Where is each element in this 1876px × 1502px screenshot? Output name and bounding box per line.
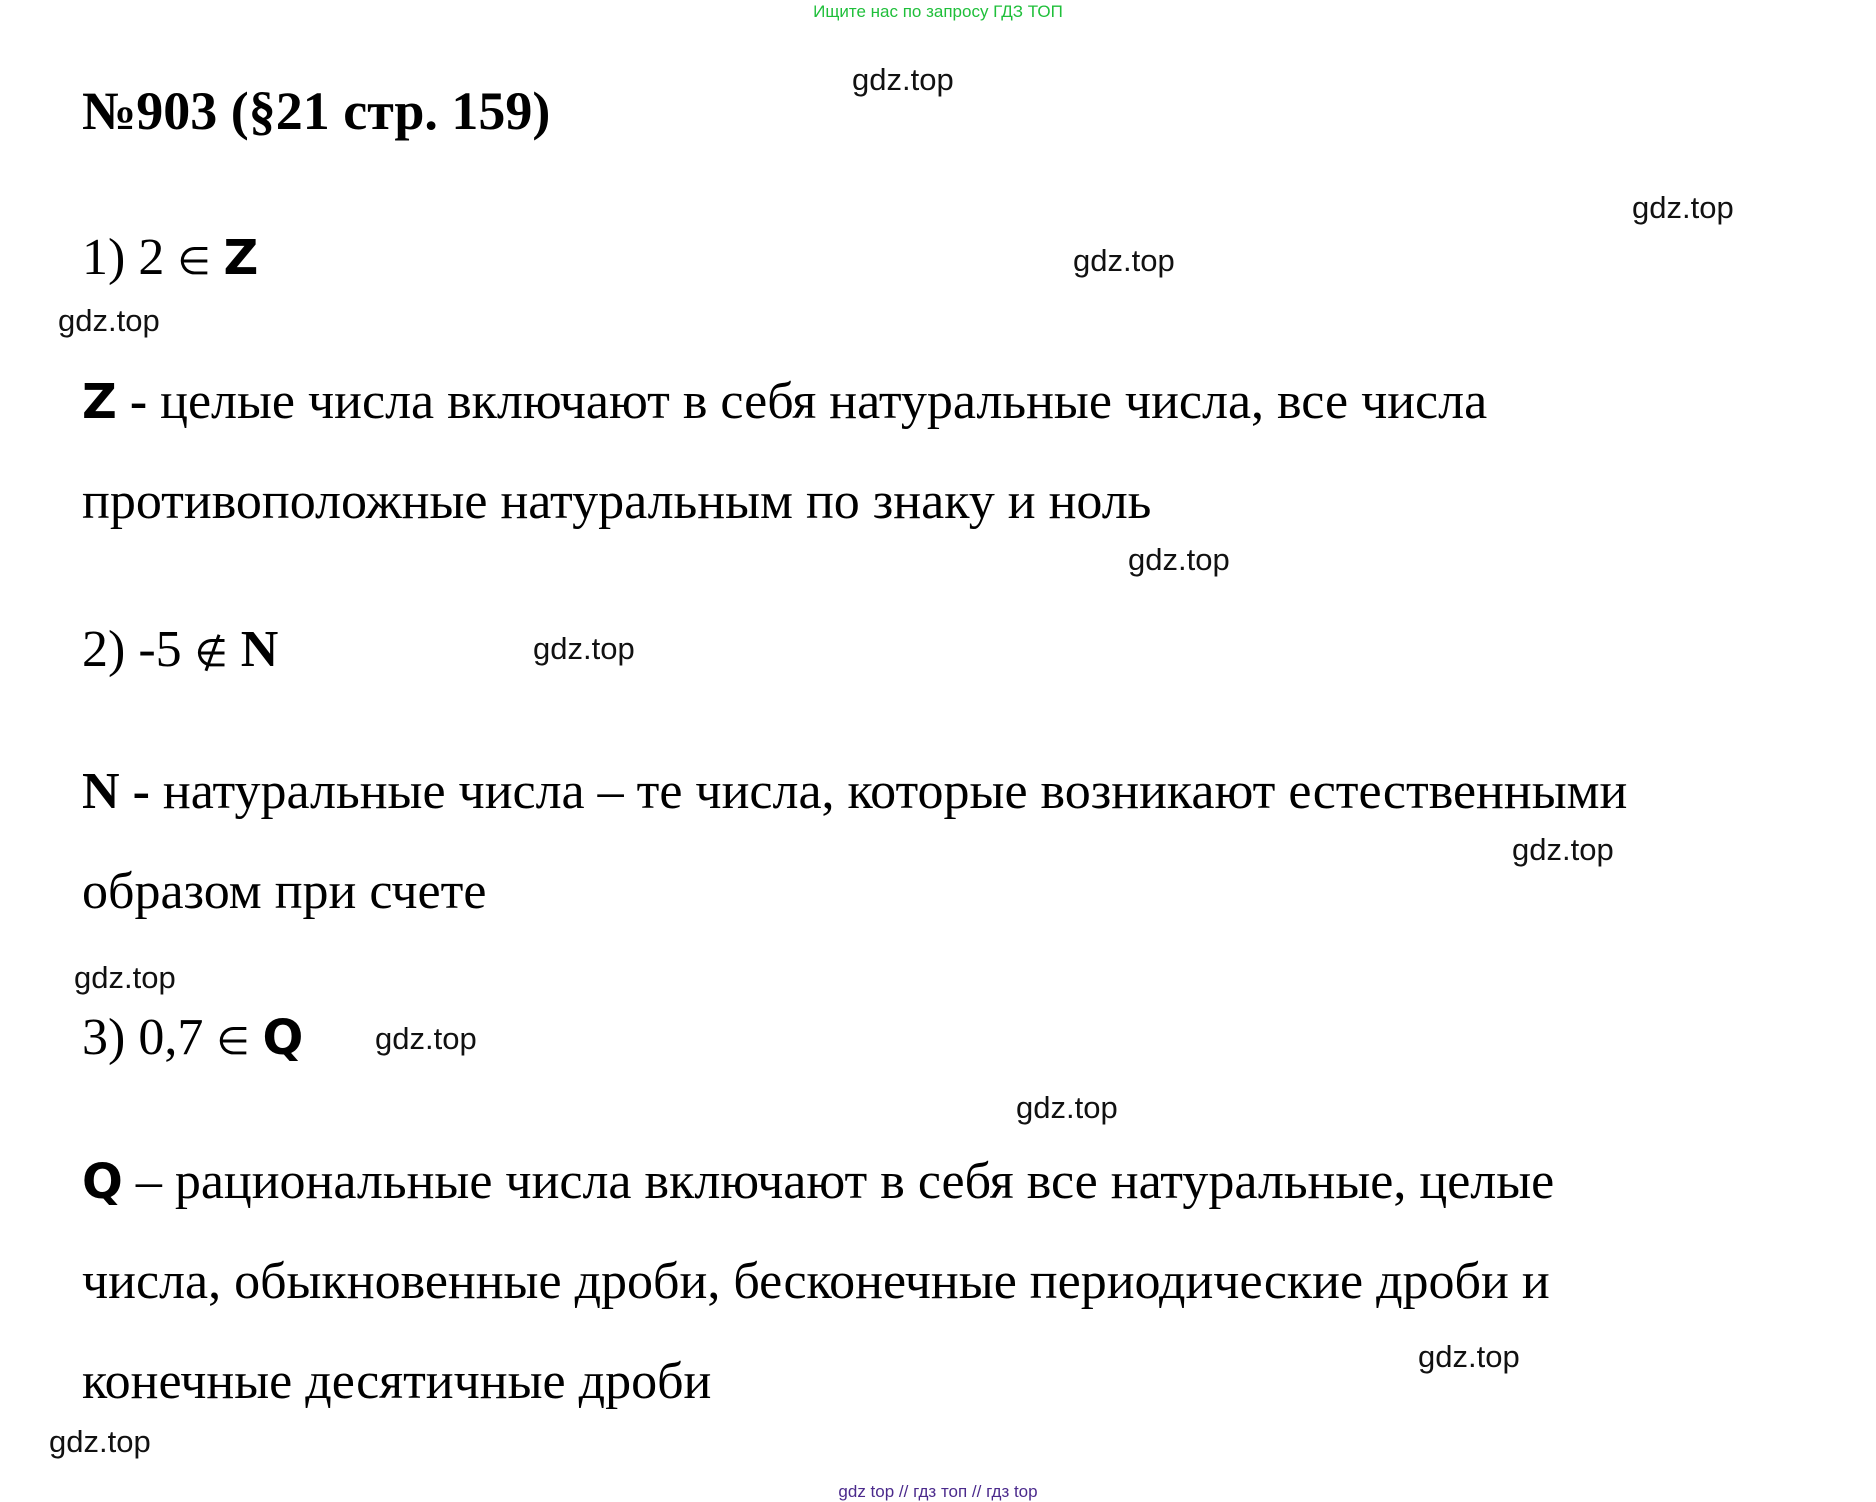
watermark: gdz.top (1418, 1339, 1520, 1374)
item-2-statement (82, 620, 278, 679)
watermark: gdz.top (49, 1424, 151, 1459)
item-3-definition-line-1 (82, 1152, 1554, 1211)
definition-dash: – (122, 1153, 175, 1210)
footer-watermark: gdz top // гдз топ // гдз top (838, 1482, 1038, 1501)
search-banner: Ищите нас по запросу ГДЗ ТОП (813, 2, 1063, 21)
definition-text: рациональные числа включают в себя все натуральные, целые (174, 1153, 1555, 1210)
definition-text: целые числа включают в себя натуральные числа, все числа (160, 373, 1488, 430)
item-1-statement (82, 228, 258, 287)
page-title: №903 (§21 стр. 159) (82, 81, 551, 141)
element-of-symbol: ∈ (177, 239, 211, 283)
watermark: gdz.top (375, 1021, 477, 1056)
set-z-label: Z (82, 374, 117, 430)
watermark: gdz.top (1512, 832, 1614, 867)
watermark: gdz.top (1016, 1090, 1118, 1125)
watermark: gdz.top (58, 303, 160, 338)
set-n-label: N (82, 763, 120, 820)
item-3-definition-line-2: числа, обыкновенные дроби, бесконечные периодические дроби и (82, 1253, 1550, 1310)
item-2-prefix: 2) -5 (82, 621, 195, 678)
definition-text: натуральные числа – те числа, которые возникают естественными (162, 763, 1628, 820)
item-1-definition-line-1 (82, 372, 1487, 431)
watermark: gdz.top (74, 960, 176, 995)
definition-dash: - (116, 373, 161, 430)
watermark: gdz.top (1128, 542, 1230, 577)
definition-dash: - (119, 763, 163, 820)
item-3-statement (82, 1008, 303, 1067)
set-q-label: Q (82, 1154, 123, 1210)
set-q-symbol: Q (262, 1010, 304, 1066)
element-of-symbol: ∈ (216, 1019, 250, 1063)
set-n-symbol: N (240, 621, 279, 678)
watermark: gdz.top (1073, 243, 1175, 278)
item-2-definition-line-2: образом при счете (82, 863, 487, 920)
watermark: gdz.top (1632, 190, 1734, 225)
item-1-prefix: 1) 2 (82, 229, 178, 286)
item-3-prefix: 3) 0,7 (82, 1009, 217, 1066)
item-1-definition-line-2: противоположные натуральным по знаку и ноль (82, 473, 1152, 530)
set-z-symbol: Z (223, 230, 259, 286)
item-2-definition-line-1 (82, 762, 1627, 821)
not-element-of-symbol: ∉ (194, 631, 228, 675)
watermark: gdz.top (852, 62, 954, 97)
item-3-definition-line-3: конечные десятичные дроби (82, 1353, 712, 1410)
watermark: gdz.top (533, 631, 635, 666)
